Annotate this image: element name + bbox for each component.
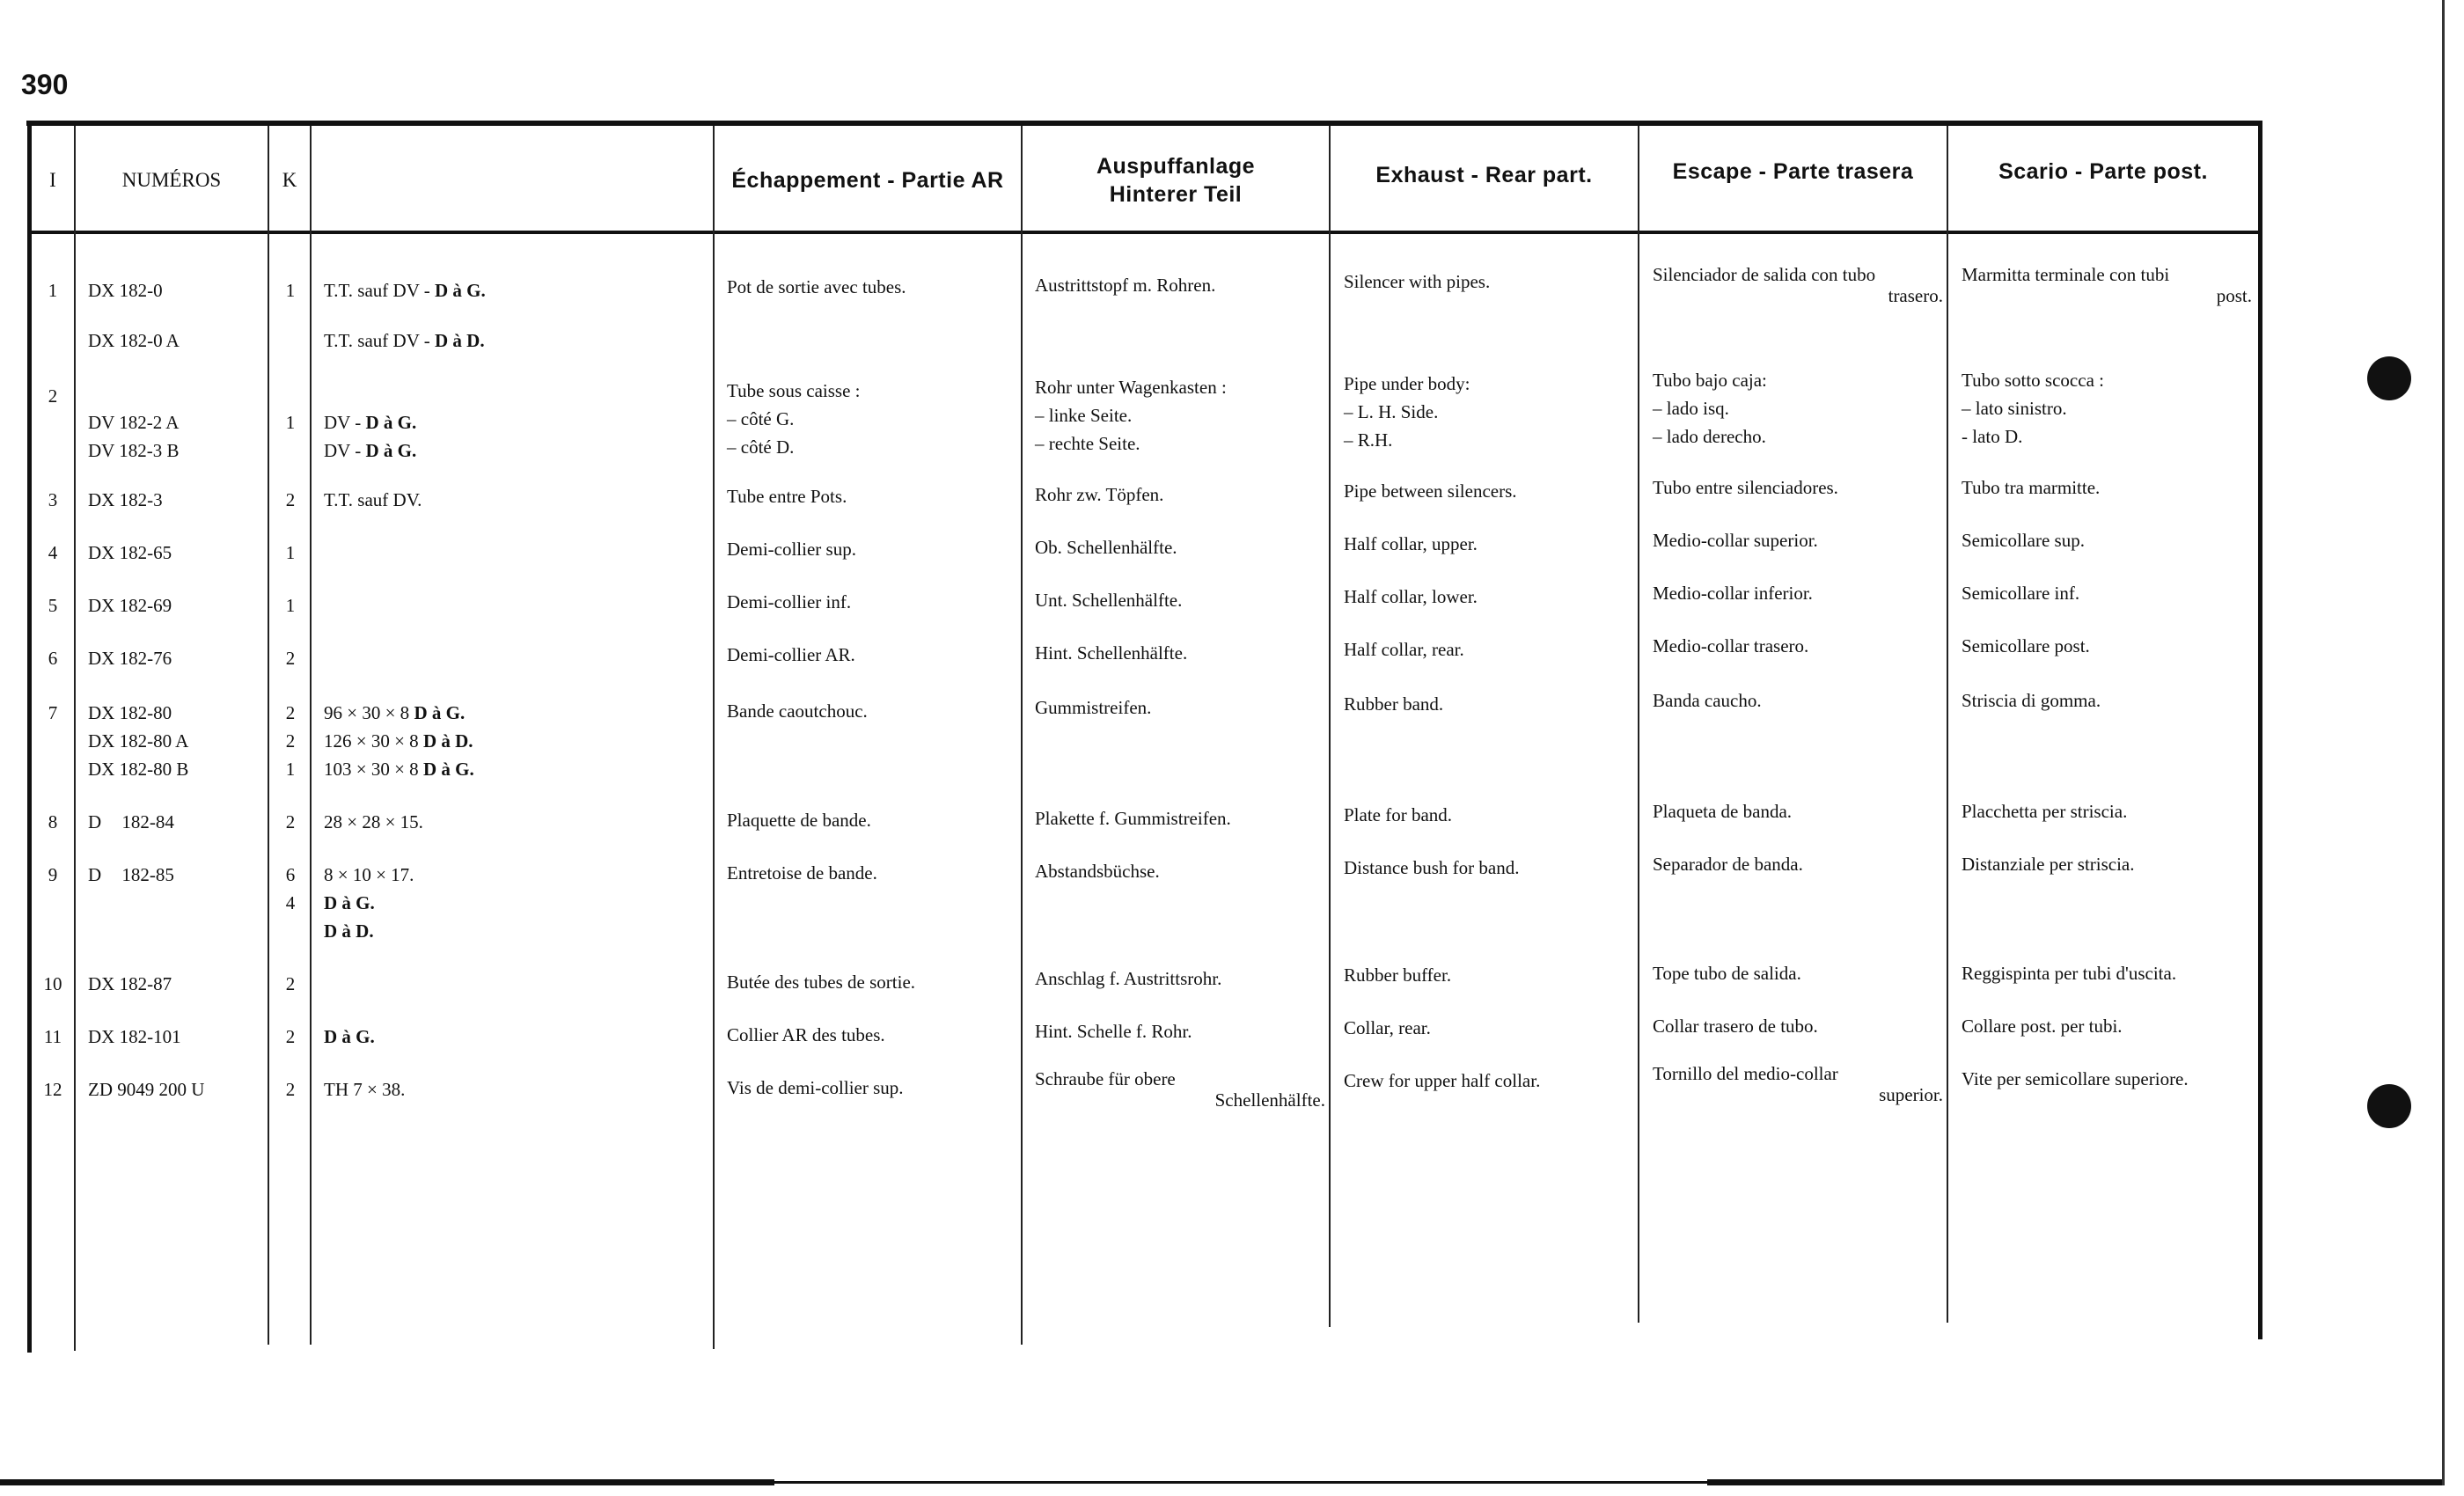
- part-number: DX 182-76: [88, 648, 172, 669]
- condition: 8 × 10 × 17.: [324, 864, 414, 885]
- bottom-rule: [0, 1479, 774, 1485]
- description-spanish: Banda caucho.: [1653, 690, 1762, 711]
- description-french: Collier AR des tubes.: [727, 1024, 885, 1045]
- description-german: Ob. Schellenhälfte.: [1035, 537, 1177, 558]
- description-line: Tube sous caisse :: [727, 380, 861, 401]
- description-line: – lado derecho.: [1653, 426, 1766, 447]
- description-english: Distance bush for band.: [1344, 857, 1520, 878]
- row-index: 1: [48, 280, 58, 301]
- punch-hole: [2367, 1084, 2411, 1128]
- quantity: 1: [285, 759, 296, 780]
- description-english: Rubber buffer.: [1344, 964, 1452, 986]
- description-line: – R.H.: [1344, 429, 1393, 451]
- description-english: Plate for band.: [1344, 804, 1453, 825]
- header-conditions: [312, 132, 713, 229]
- part-number: DX 182-0 A: [88, 330, 180, 351]
- description-italian: Placchetta per striscia.: [1962, 801, 2128, 822]
- row-index: 11: [43, 1026, 62, 1047]
- description-english: Half collar, lower.: [1344, 586, 1478, 607]
- description-line: – rechte Seite.: [1035, 433, 1140, 454]
- description-line: post.: [2216, 285, 2252, 306]
- column-divider: [1329, 126, 1331, 1327]
- description-italian: Striscia di gomma.: [1962, 690, 2101, 711]
- header-french: Échappement - Partie AR: [731, 167, 1004, 193]
- quantity: 1: [285, 412, 296, 433]
- part-numbers: [88, 699, 188, 783]
- description-german: Unt. Schellenhälfte.: [1035, 590, 1183, 611]
- column-divider: [1021, 126, 1023, 1345]
- description-spanish: Medio-collar inferior.: [1653, 583, 1813, 604]
- description-french: Pot de sortie avec tubes.: [727, 276, 906, 297]
- description-german: Plakette f. Gummistreifen.: [1035, 808, 1231, 829]
- part-number: DV 182-2 A: [88, 412, 180, 433]
- part-number: DX 182-101: [88, 1026, 181, 1047]
- part-numbers: [88, 408, 179, 465]
- description-line: Schraube für obere: [1035, 1068, 1176, 1089]
- description-french: Demi-collier inf.: [727, 591, 852, 612]
- description-spanish: Collar trasero de tubo.: [1653, 1016, 1818, 1037]
- bottom-rule: [774, 1481, 1707, 1484]
- column-divider: [268, 126, 269, 1345]
- description-line: trasero.: [1888, 285, 1943, 306]
- condition: D à G.: [324, 892, 375, 913]
- quantity: 2: [285, 702, 296, 723]
- description-english: Half collar, rear.: [1344, 639, 1464, 660]
- description-english: Collar, rear.: [1344, 1017, 1431, 1038]
- condition: DV - D à G.: [324, 440, 417, 461]
- quantity: 2: [285, 1079, 296, 1100]
- quantity: 2: [285, 1026, 296, 1047]
- part-number: DX 182-80 A: [88, 730, 189, 752]
- header-rule: [32, 231, 2260, 234]
- part-number: DX 182-80: [88, 702, 172, 723]
- description-french: Vis de demi-collier sup.: [727, 1077, 904, 1098]
- bottom-rule: [1707, 1479, 2445, 1485]
- part-number: ZD 9049 200 U: [88, 1079, 205, 1100]
- description-german: [1035, 373, 1227, 458]
- column-divider: [1947, 126, 1948, 1323]
- header-k: K: [282, 169, 297, 192]
- header-german-line: Auspuffanlage: [1096, 153, 1256, 179]
- row-index: 6: [48, 648, 58, 669]
- conditions: [324, 699, 474, 783]
- description-english: Rubber band.: [1344, 693, 1444, 715]
- condition: TH 7 × 38.: [324, 1079, 406, 1100]
- part-number: DX 182-80 B: [88, 759, 189, 780]
- description-spanish: Medio-collar superior.: [1653, 530, 1818, 551]
- description-spanish: Separador de banda.: [1653, 854, 1803, 875]
- description-german: Rohr zw. Töpfen.: [1035, 484, 1164, 505]
- conditions: [324, 276, 486, 355]
- description-italian: Tubo tra marmitte.: [1962, 477, 2101, 498]
- description-french: Plaquette de bande.: [727, 810, 871, 831]
- description-italian: Reggispinta per tubi d'uscita.: [1962, 963, 2177, 984]
- table-right-border: [2258, 121, 2262, 1339]
- description-line: – lado isq.: [1653, 398, 1729, 419]
- description-german: Anschlag f. Austrittsrohr.: [1035, 968, 1222, 989]
- description-spanish: Plaqueta de banda.: [1653, 801, 1793, 822]
- description-line: Marmitta terminale con tubi: [1962, 264, 2170, 285]
- condition: D à D.: [324, 920, 374, 942]
- description-line: – L. H. Side.: [1344, 401, 1439, 422]
- description-italian: Semicollare sup.: [1962, 530, 2085, 551]
- row-index: 9: [48, 864, 58, 885]
- column-divider: [74, 126, 76, 1351]
- quantity: 4: [285, 892, 296, 913]
- conditions: [324, 408, 416, 465]
- description-german: Abstandsbüchse.: [1035, 861, 1160, 882]
- quantity: 1: [285, 595, 296, 616]
- table-left-border: [27, 121, 32, 1353]
- description-german: Hint. Schelle f. Rohr.: [1035, 1021, 1192, 1042]
- description-spanish: [1653, 366, 1943, 451]
- quantity: 1: [285, 542, 296, 563]
- description-french: Demi-collier sup.: [727, 539, 856, 560]
- description-spanish: Medio-collar trasero.: [1653, 635, 1809, 656]
- description-line: Pipe under body:: [1344, 373, 1470, 394]
- row-index: 8: [48, 811, 58, 832]
- description-line: Schellenhälfte.: [1214, 1089, 1325, 1111]
- row-index: 2: [48, 385, 58, 407]
- quantity: 2: [285, 811, 296, 832]
- quantity: 1: [285, 280, 296, 301]
- description-italian: [1962, 366, 2252, 451]
- description-line: - lato D.: [1962, 426, 2023, 447]
- row-index: 10: [43, 973, 62, 994]
- page-edge: [2442, 0, 2445, 1485]
- header-english: Exhaust - Rear part.: [1375, 162, 1593, 187]
- description-line: Rohr unter Wagenkasten :: [1035, 377, 1227, 398]
- punch-hole: [2367, 356, 2411, 400]
- row-index: 12: [43, 1079, 62, 1100]
- condition: D à G.: [324, 1026, 375, 1047]
- description-english: Crew for upper half collar.: [1344, 1070, 1541, 1091]
- description-german: [1035, 1068, 1325, 1111]
- description-italian: [1962, 264, 2252, 306]
- description-english: [1344, 370, 1470, 454]
- part-numbers: [88, 276, 180, 355]
- description-french: Tube entre Pots.: [727, 486, 847, 507]
- column-divider: [1638, 126, 1639, 1323]
- description-german: Austrittstopf m. Rohren.: [1035, 275, 1216, 296]
- description-line: – lato sinistro.: [1962, 398, 2067, 419]
- description-german: Hint. Schellenhälfte.: [1035, 642, 1188, 664]
- condition: T.T. sauf DV - D à G.: [324, 280, 486, 301]
- description-english: Half collar, upper.: [1344, 533, 1478, 554]
- part-number: DX 182-0: [88, 280, 163, 301]
- condition: DV - D à G.: [324, 412, 417, 433]
- description-french: Entretoise de bande.: [727, 862, 877, 884]
- description-line: superior.: [1879, 1084, 1943, 1105]
- conditions: [324, 861, 414, 945]
- description-line: – côté D.: [727, 436, 795, 458]
- description-line: Tornillo del medio-collar: [1653, 1063, 1838, 1084]
- description-italian: Distanziale per striscia.: [1962, 854, 2135, 875]
- description-line: Silenciador de salida con tubo: [1653, 264, 1876, 285]
- part-number: DX 182-65: [88, 542, 172, 563]
- description-italian: Collare post. per tubi.: [1962, 1016, 2123, 1037]
- description-spanish: [1653, 264, 1943, 306]
- condition: 28 × 28 × 15.: [324, 811, 423, 832]
- header-german: [1023, 132, 1329, 229]
- description-line: – côté G.: [727, 408, 795, 429]
- quantity: 2: [285, 730, 296, 752]
- description-spanish: [1653, 1063, 1943, 1105]
- row-index: 4: [48, 542, 58, 563]
- description-line: Tubo bajo caja:: [1653, 370, 1767, 391]
- quantity: 2: [285, 973, 296, 994]
- description-french: Butée des tubes de sortie.: [727, 972, 916, 993]
- description-italian: Vite per semicollare superiore.: [1962, 1068, 2189, 1089]
- page-number: 390: [21, 69, 69, 100]
- description-german: Gummistreifen.: [1035, 697, 1152, 718]
- condition: 96 × 30 × 8 D à G.: [324, 702, 466, 723]
- header-spanish: Escape - Parte trasera: [1672, 158, 1914, 184]
- row-index: 3: [48, 489, 58, 510]
- part-number: DV 182-3 B: [88, 440, 180, 461]
- part-number: D 182-84: [88, 811, 174, 832]
- description-french: Demi-collier AR.: [727, 644, 855, 665]
- description-italian: Semicollare post.: [1962, 635, 2090, 656]
- condition: 103 × 30 × 8 D à G.: [324, 759, 474, 780]
- header-index: I: [49, 169, 56, 192]
- column-divider: [713, 126, 715, 1349]
- condition: T.T. sauf DV.: [324, 489, 422, 510]
- part-number: DX 182-69: [88, 595, 172, 616]
- description-italian: Semicollare inf.: [1962, 583, 2080, 604]
- description-french: Bande caoutchouc.: [727, 700, 868, 722]
- quantity: 6: [285, 864, 296, 885]
- description-english: Pipe between silencers.: [1344, 480, 1517, 502]
- description-spanish: Tubo entre silenciadores.: [1653, 477, 1838, 498]
- header-german-line: Hinterer Teil: [1109, 182, 1243, 207]
- row-index: 7: [48, 702, 58, 723]
- quantities: [275, 861, 306, 917]
- description-french: [727, 377, 860, 461]
- condition: T.T. sauf DV - D à D.: [324, 330, 485, 351]
- column-divider: [310, 126, 312, 1345]
- row-index: 5: [48, 595, 58, 616]
- header-italian: Scario - Parte post.: [1998, 158, 2208, 184]
- description-english: Silencer with pipes.: [1344, 271, 1491, 292]
- quantities: [275, 699, 306, 783]
- condition: 126 × 30 × 8 D à D.: [324, 730, 473, 752]
- quantity: 2: [285, 489, 296, 510]
- header-numbers: NUMÉROS: [121, 169, 222, 192]
- description-spanish: Tope tubo de salida.: [1653, 963, 1801, 984]
- description-line: Tubo sotto scocca :: [1962, 370, 2104, 391]
- part-number: D 182-85: [88, 864, 174, 885]
- description-line: – linke Seite.: [1035, 405, 1133, 426]
- part-number: DX 182-87: [88, 973, 172, 994]
- quantity: 2: [285, 648, 296, 669]
- part-number: DX 182-3: [88, 489, 163, 510]
